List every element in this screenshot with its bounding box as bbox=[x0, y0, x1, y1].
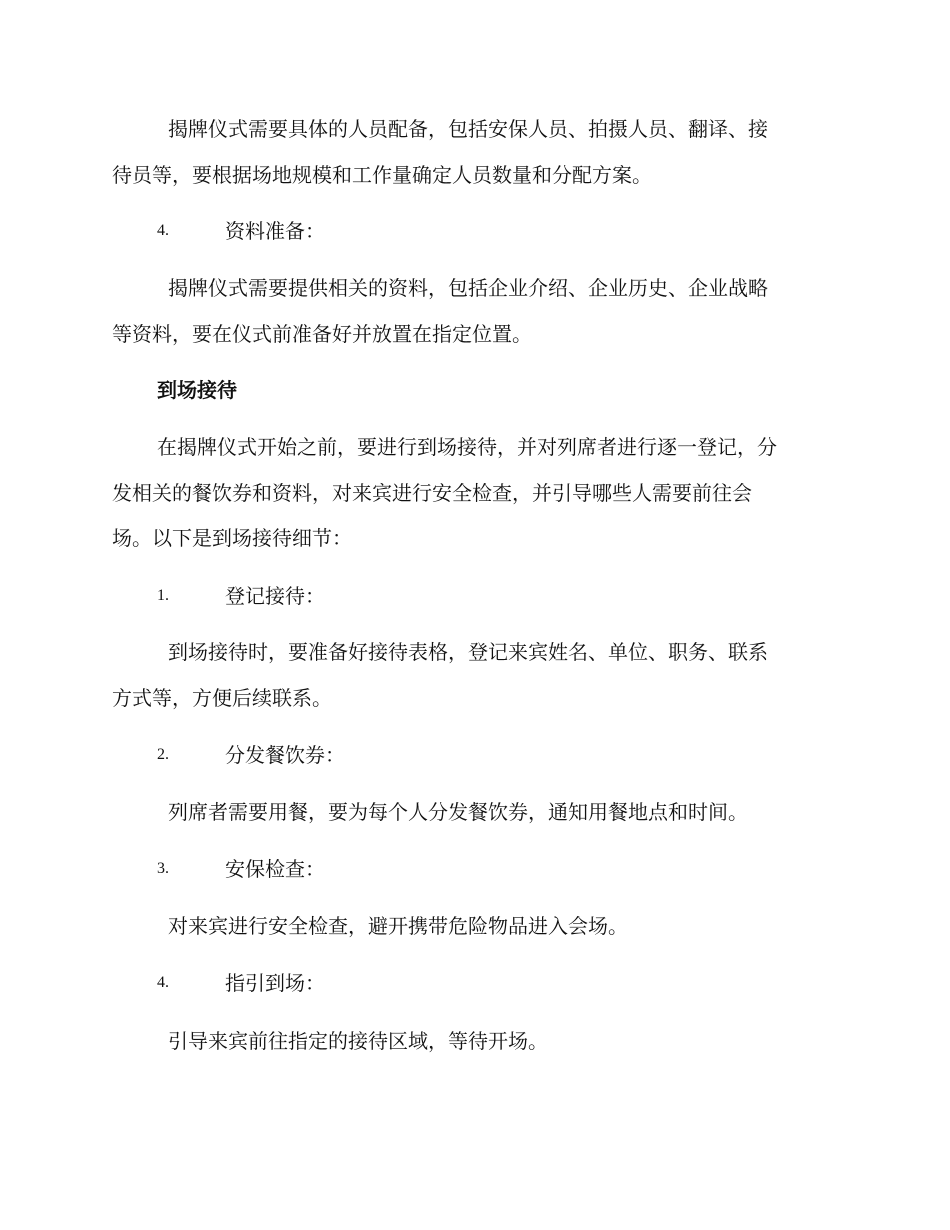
paragraph-line: 揭牌仪式需要提供相关的资料，包括企业介绍、企业历史、企业战略 bbox=[168, 276, 768, 300]
list-number: 2. bbox=[157, 746, 169, 763]
paragraph-line: 等资料，要在仪式前准备好并放置在指定位置。 bbox=[112, 322, 532, 346]
paragraph-line: 引导来宾前往指定的接待区域，等待开场。 bbox=[168, 1029, 548, 1053]
list-number: 4. bbox=[157, 974, 169, 991]
paragraph-line: 待员等，要根据场地规模和工作量确定人员数量和分配方案。 bbox=[112, 163, 652, 187]
list-item-label: 安保检查： bbox=[225, 857, 325, 881]
paragraph-line: 在揭牌仪式开始之前，要进行到场接待，并对列席者进行逐一登记，分 bbox=[157, 435, 777, 459]
list-number: 3. bbox=[157, 860, 169, 877]
list-number: 4. bbox=[157, 222, 169, 239]
list-item-label: 资料准备： bbox=[225, 219, 325, 243]
list-item-label: 分发餐饮券： bbox=[225, 743, 345, 767]
paragraph-line: 发相关的餐饮券和资料，对来宾进行安全检查，并引导哪些人需要前往会 bbox=[112, 481, 752, 505]
paragraph-line: 方式等，方便后续联系。 bbox=[112, 686, 332, 710]
paragraph-line: 场。以下是到场接待细节： bbox=[112, 526, 352, 550]
list-item-label: 指引到场： bbox=[225, 971, 325, 995]
list-number: 1. bbox=[157, 587, 169, 604]
section-heading: 到场接待 bbox=[157, 378, 237, 402]
paragraph-line: 到场接待时，要准备好接待表格，登记来宾姓名、单位、职务、联系 bbox=[168, 640, 768, 664]
list-item-label: 登记接待： bbox=[225, 584, 325, 608]
paragraph-line: 揭牌仪式需要具体的人员配备，包括安保人员、拍摄人员、翻译、接 bbox=[168, 117, 768, 141]
paragraph-line: 对来宾进行安全检查，避开携带危险物品进入会场。 bbox=[168, 914, 628, 938]
paragraph-line: 列席者需要用餐，要为每个人分发餐饮券，通知用餐地点和时间。 bbox=[168, 800, 748, 824]
